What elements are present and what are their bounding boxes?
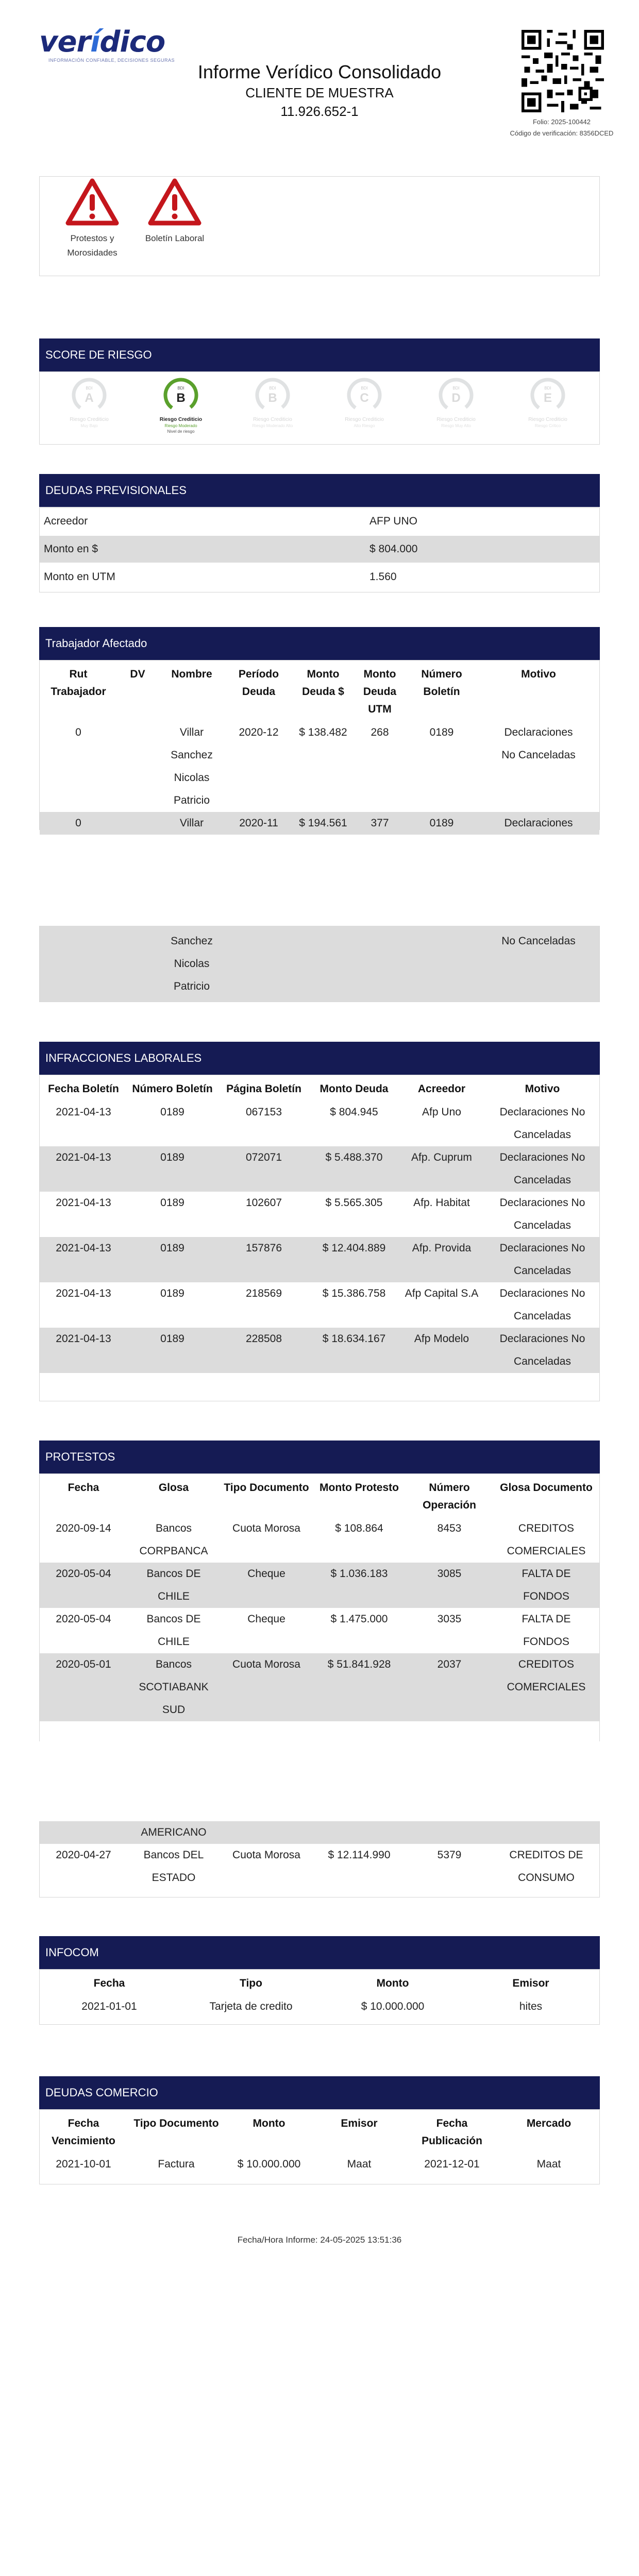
score-note: Nivel de riesgo [167,429,195,434]
column-header: Glosa [158,1482,189,1494]
table-cell: Afp Capital S.A [405,1287,479,1299]
infocom-table [40,1970,599,2018]
column-header: Monto [253,2117,285,2129]
column-header: Monto Deuda [320,1083,389,1095]
glosa-documento-cell: FALTA DE FONDOS [493,1563,599,1608]
column-header: Período Deuda [238,668,279,698]
monto-cell: $ 108.864 [335,1522,383,1534]
column-header: Fecha Publicación [422,2117,482,2147]
table-cell: Afp Uno [422,1106,461,1118]
column-header: Emisor [341,2117,378,2129]
table-cell: 0189 [127,1328,217,1373]
column-header: Motivo [525,1083,560,1095]
table-row [40,1653,599,1721]
kv-row-utm: Monto en UTM 1.560 [44,571,397,583]
table-row [40,1192,599,1237]
score-gauge-icon [438,377,474,413]
score-sub: Alto Riesgo [354,423,375,428]
alert-label: Boletín Laboral [145,233,205,243]
protestos-table [40,1474,599,1721]
qr-code-icon [522,30,604,112]
section-protestos: PROTESTOS [39,1440,600,1473]
motivo-cell: Declaraciones No Canceladas [499,1106,585,1141]
folio-info [484,116,639,139]
client-rut: 11.926.652-1 [280,104,359,119]
table-row [40,1995,599,2018]
table-cell: 0189 [127,1237,217,1282]
motivo-cell: Declaraciones No Canceladas [499,1287,585,1322]
table-cell: 157876 [217,1237,310,1282]
table-cell: $ 18.634.167 [310,1328,398,1373]
section-deudas-previsionales: DEUDAS PREVISIONALES [39,474,600,507]
logo-text-end: dico [99,25,165,59]
table-cell: 2021-04-13 [40,1146,127,1192]
protestos-panel [39,1473,600,1741]
table-row: 0 Villar Sanchez Nicolas Patricio 2020-12 $ 138.482 268 0189 Declaraciones No Canceladas [75,726,576,806]
deudas-comercio-panel [39,2109,600,2184]
table-cell: 0189 [127,1146,217,1192]
operacion-cell: 8453 [437,1522,462,1534]
score-sub: Riesgo Moderado Alto [252,423,293,428]
column-header: Glosa Documento [500,1482,593,1494]
table-row [40,1282,599,1328]
veridico-logo [39,27,189,63]
score-sub: Riesgo Crítico [534,423,561,428]
report-timestamp: Fecha/Hora Informe: 24-05-2025 13:51:36 [237,2235,402,2245]
table-cell: Afp Modelo [398,1328,485,1373]
monto-cell: $ 51.841.928 [313,1653,406,1721]
infracciones-table [40,1075,599,1373]
score-name: Riesgo Crediticio [345,417,384,422]
glosa-continued: AMERICANO [141,1826,207,1838]
infracciones-panel [39,1075,600,1401]
column-header: Monto [376,1977,409,1989]
table-row: 0 Villar 2020-11 $ 194.561 377 0189 Declaraciones [40,812,599,835]
protestos-continued-row [40,1821,599,1844]
table-row [40,1101,599,1146]
glosa-documento-cell: CREDITOS COMERCIALES [507,1522,586,1557]
monto-cell: $ 1.036.183 [313,1563,406,1608]
column-header: Motivo [521,668,556,680]
operacion-cell: 3035 [437,1613,462,1625]
client-name: CLIENTE DE MUESTRA [245,85,394,100]
logo-text: ver [39,25,91,59]
column-header: Tipo Documento [133,2117,219,2129]
table-row: 2020-04-27 Bancos DEL ESTADO Cuota Morosa $ 12.114.990 5379 CREDITOS DE CONSUMO [56,1849,583,1884]
svg-text:BDI: BDI [452,386,460,391]
section-deudas-comercio: DEUDAS COMERCIO [39,2076,600,2109]
table-cell: 0189 [160,1287,184,1299]
fecha-cell: 2020-09-14 [56,1522,111,1534]
table-cell: 102607 [245,1197,282,1209]
table-row [40,1608,599,1653]
section-trabajador: Trabajador Afectado [39,627,600,660]
score-sub: Riesgo Moderado [164,423,197,428]
alert-label: Protestos y Morosidades [67,233,117,258]
svg-text:B: B [176,391,186,405]
glosa-documento-cell: FALTA DE FONDOS [522,1613,571,1648]
deudas-comercio-table [40,2110,599,2176]
protestos-table-continued [40,1844,599,1889]
logo-accent: í [90,25,100,59]
table-row [40,1517,599,1563]
score-name: Riesgo Crediticio [159,417,203,422]
score-name: Riesgo Crediticio [436,417,476,422]
column-header: Emisor [512,1977,549,1989]
tipo-cell: Cuota Morosa [220,1653,313,1721]
score-grade-0 [44,377,134,429]
column-header: Número Operación [423,1482,476,1511]
column-header: Fecha [68,1482,99,1494]
table-row [40,2153,599,2176]
table-cell: $ 10.000.000 [237,2158,301,2170]
table-cell: 2021-12-01 [424,2158,480,2170]
svg-text:BDI: BDI [269,386,276,391]
glosa-cell: Bancos SCOTIABANK SUD [127,1653,220,1721]
tipo-cell: Cuota Morosa [232,1522,300,1534]
trabajador-row-continued [39,926,600,1002]
tipo-cell: Cheque [220,1563,313,1608]
table-cell: 067153 [245,1106,282,1118]
column-header: Monto Deuda UTM [363,668,397,715]
score-gauge-icon [255,377,291,413]
operacion-cell: 2037 [406,1653,493,1721]
table-cell: 2021-10-01 [56,2158,111,2170]
table-cell: hites [519,2001,543,2012]
table-cell: Afp. Cuprum [398,1146,485,1192]
svg-text:B: B [268,391,277,405]
table-cell: Maat [536,2158,561,2170]
kv-row-acreedor: Acreedor AFP UNO [44,515,417,527]
table-row [40,1563,599,1608]
table-cell: $ 12.404.889 [310,1237,398,1282]
table-cell: Afp. Habitat [413,1197,470,1209]
table-cell: Factura [158,2158,195,2170]
table-cell: Tarjeta de credito [209,2001,293,2012]
column-header: Rut Trabajador [51,668,106,698]
monto-cell: $ 1.475.000 [330,1613,388,1625]
motivo-cell: Declaraciones No Canceladas [485,1146,599,1192]
fecha-cell: 2020-05-04 [40,1563,127,1608]
infocom-panel [39,1969,600,2025]
warning-icon [146,177,203,228]
nombre-continued: Sanchez Nicolas Patricio [171,935,213,992]
deudas-previsionales-panel [39,507,600,592]
column-header: DV [130,668,145,680]
table-cell: Afp. Provida [398,1237,485,1282]
column-header: Acreedor [417,1083,466,1095]
score-sub: Riesgo Muy Alto [441,423,471,428]
fecha-cell: 2020-05-04 [56,1613,111,1625]
motivo-cell: Declaraciones No Canceladas [499,1197,585,1231]
score-name: Riesgo Crediticio [528,417,567,422]
column-header: Monto Protesto [320,1482,399,1494]
svg-text:BDI: BDI [361,386,368,391]
kv-row-monto: Monto en $ $ 804.000 [40,536,599,563]
score-grade-3 [319,377,410,429]
report-header [0,0,639,155]
tipo-cell: Cheque [247,1613,285,1625]
score-gauge-icon [163,377,199,413]
score-grade-5 [502,377,593,429]
table-cell: 2021-01-01 [81,2001,137,2012]
alert-protestos [51,177,133,260]
table-cell: 0189 [160,1106,184,1118]
column-header: Fecha Boletín [48,1083,119,1095]
verification-code: Código de verificación: 8356DCED [510,129,614,137]
column-header: Tipo [240,1977,262,1989]
score-name: Riesgo Crediticio [70,417,109,422]
svg-text:E: E [543,391,552,405]
table-cell: 2021-04-13 [40,1328,127,1373]
section-infocom: INFOCOM [39,1936,600,1969]
table-row [40,1328,599,1373]
motivo-cell: Declaraciones No Canceladas [485,1237,599,1282]
trabajador-panel [39,660,600,830]
score-panel [39,371,600,445]
column-header: Número Boletín [421,668,462,698]
score-grade-2 [227,377,318,429]
score-gauge-icon [530,377,566,413]
svg-text:BDI: BDI [544,386,551,391]
motivo-continued: No Canceladas [501,935,576,947]
column-header: Fecha [93,1977,125,1989]
table-cell: 2021-04-13 [56,1106,111,1118]
alerts-panel [39,176,600,276]
table-cell: 228508 [217,1328,310,1373]
score-sub: Muy Bajo [80,423,98,428]
table-cell: 2021-04-13 [56,1287,111,1299]
table-cell: $ 10.000.000 [361,2001,425,2012]
column-header: Mercado [526,2117,571,2129]
table-cell: $ 15.386.758 [322,1287,386,1299]
glosa-cell: Bancos DE CHILE [127,1563,220,1608]
svg-text:A: A [85,391,94,405]
score-gauge-icon [346,377,382,413]
column-header: Tipo Documento [224,1482,309,1494]
table-cell: $ 5.488.370 [310,1146,398,1192]
score-grade-4 [411,377,501,429]
motivo-cell: Declaraciones No Canceladas [485,1328,599,1373]
fecha-cell: 2020-05-01 [40,1653,127,1721]
score-name: Riesgo Crediticio [253,417,292,422]
column-header: Página Boletín [226,1083,301,1095]
table-row [40,1237,599,1282]
svg-text:BDI: BDI [86,386,93,391]
glosa-cell: Bancos DE CHILE [146,1613,201,1648]
operacion-cell: 3085 [406,1563,493,1608]
glosa-cell: Bancos CORPBANCA [139,1522,208,1557]
logo-tagline: INFORMACIÓN CONFIABLE, DECISIONES SEGURAS [48,58,175,63]
table-cell: 0189 [160,1197,184,1209]
folio-number: Folio: 2025-100442 [532,118,591,126]
page-title: Informe Verídico Consolidado [197,61,442,82]
protestos-panel-continued [39,1821,600,1897]
table-cell: 218569 [245,1287,282,1299]
column-header: Monto Deuda $ [302,668,344,698]
section-score: SCORE DE RIESGO [39,338,600,371]
score-grade-1 [136,377,226,434]
warning-icon [64,177,121,228]
trabajador-table [40,660,599,835]
svg-text:D: D [451,391,461,405]
glosa-documento-cell: CREDITOS COMERCIALES [493,1653,599,1721]
section-infracciones: INFRACCIONES LABORALES [39,1042,600,1075]
table-cell: Maat [347,2158,372,2170]
score-gauge-icon [71,377,107,413]
table-cell: 2021-04-13 [56,1197,111,1209]
table-cell: $ 5.565.305 [325,1197,383,1209]
table-cell: 2021-04-13 [40,1237,127,1282]
table-cell: $ 804.945 [330,1106,378,1118]
table-row [40,1146,599,1192]
svg-text:C: C [360,391,369,405]
svg-text:BDI: BDI [177,386,184,391]
column-header: Número Boletín [132,1083,213,1095]
column-header: Fecha Vencimiento [52,2117,115,2147]
alert-boletin [133,177,216,246]
column-header: Nombre [171,668,212,680]
table-cell: 072071 [217,1146,310,1192]
